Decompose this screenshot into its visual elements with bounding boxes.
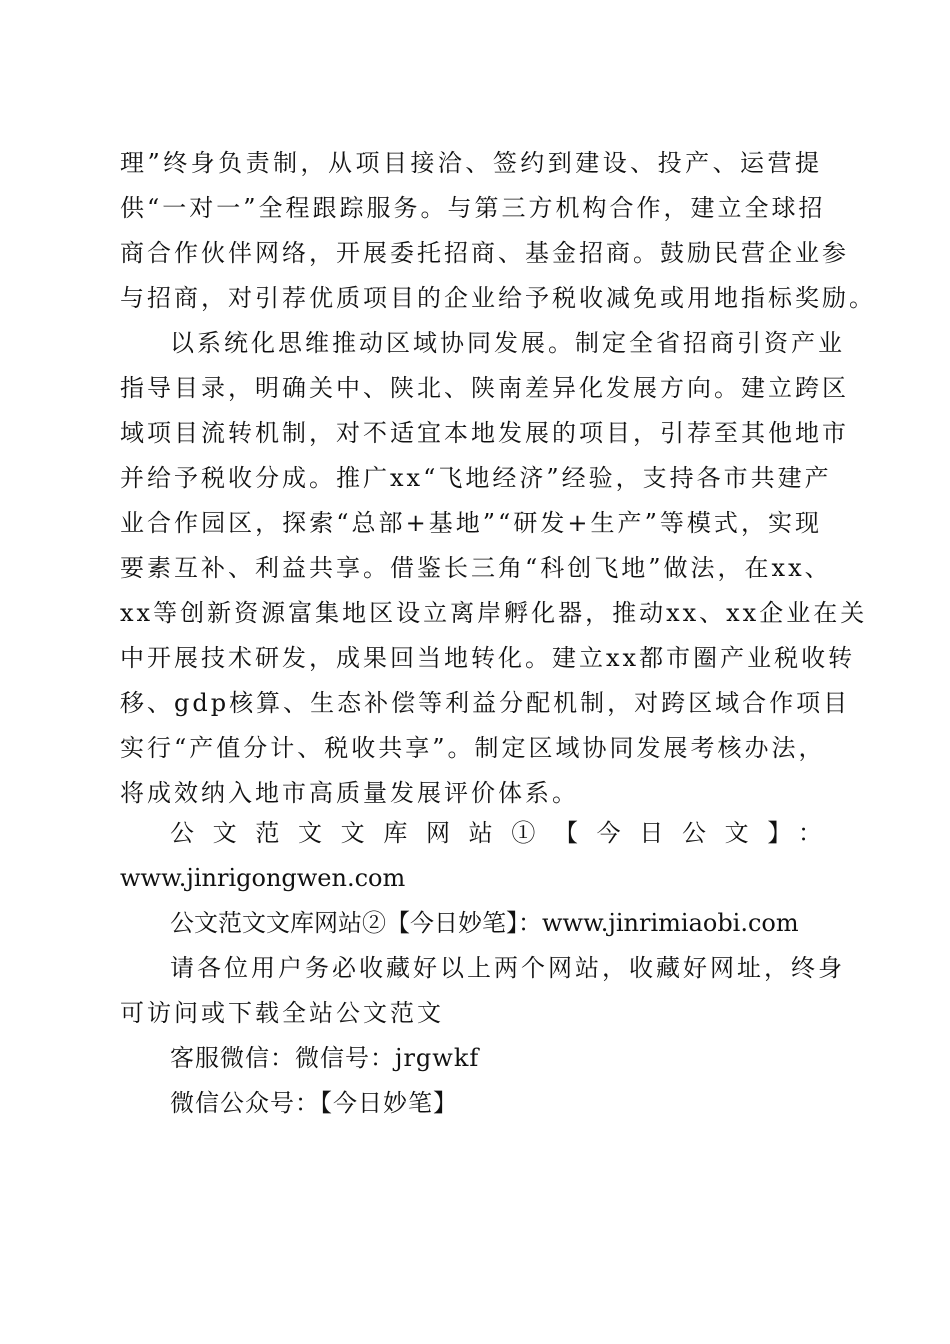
paragraph-1-line-2: 供“一对一”全程跟踪服务。与第三方机构合作，建立全球招 [120, 194, 826, 222]
site-2-line[interactable]: 公文范文文库网站②【今日妙笔】：www.jinrimiaobi.com [170, 909, 799, 937]
paragraph-2-line-10: 实行“产值分计、税收共享”。制定区域协同发展考核办法， [120, 734, 826, 762]
paragraph-2-line-7: xx等创新资源富集地区设立离岸孵化器，推动xx、xx企业在关 [120, 599, 868, 627]
paragraph-2-line-8: 中开展技术研发，成果回当地转化。建立xx都市圈产业税收转 [120, 644, 856, 672]
paragraph-1-line-3: 商合作伙伴网络，开展委托招商、基金招商。鼓励民营企业参 [120, 239, 849, 267]
paragraph-2-line-1: 以系统化思维推动区域协同发展。制定全省招商引资产业 [170, 329, 845, 357]
paragraph-2-line-9: 移、gdp核算、生态补偿等利益分配机制，对跨区域合作项目 [120, 689, 851, 717]
notice-line-2: 可访问或下载全站公文范文 [120, 999, 444, 1027]
site-1-title: 公文范文文库网站①【今日公文】： [170, 819, 822, 847]
official-account: 微信公众号：【今日妙笔】 [170, 1089, 458, 1117]
paragraph-2-line-11: 将成效纳入地市高质量发展评价体系。 [120, 779, 579, 807]
paragraph-2-line-5: 业合作园区，探索“总部+基地”“研发+生产”等模式，实现 [120, 509, 822, 537]
paragraph-1-line-1: 理”终身负责制，从项目接洽、签约到建设、投产、运营提 [120, 149, 822, 177]
paragraph-2-line-3: 域项目流转机制，对不适宜本地发展的项目，引荐至其他地市 [120, 419, 849, 447]
paragraph-2-line-2: 指导目录，明确关中、陕北、陕南差异化发展方向。建立跨区 [120, 374, 849, 402]
paragraph-2-line-6: 要素互补、利益共享。借鉴长三角“科创飞地”做法，在xx、 [120, 554, 832, 582]
paragraph-2-line-4: 并给予税收分成。推广xx“飞地经济”经验，支持各市共建产 [120, 464, 832, 492]
paragraph-1-line-4: 与招商，对引荐优质项目的企业给予税收减免或用地指标奖励。 [120, 284, 876, 312]
service-wechat: 客服微信：微信号：jrgwkf [170, 1044, 480, 1072]
site-1-url[interactable]: www.jinrigongwen.com [120, 864, 406, 892]
notice-line-1: 请各位用户务必收藏好以上两个网站，收藏好网址，终身 [170, 954, 845, 982]
